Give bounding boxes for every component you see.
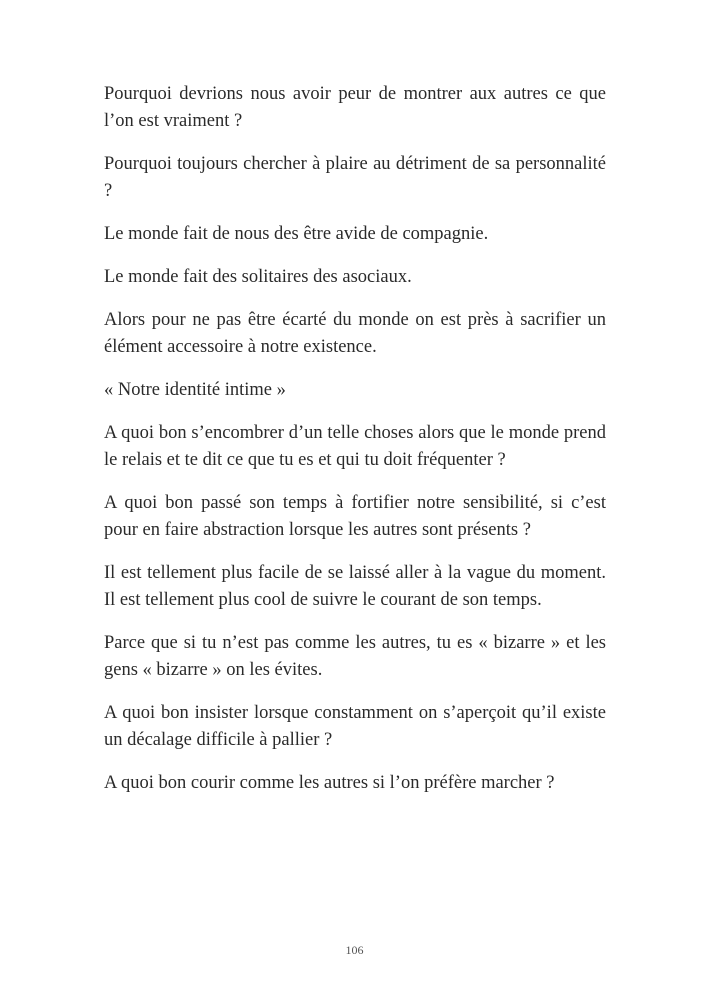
page-number: 106 xyxy=(345,943,364,957)
paragraph: A quoi bon courir comme les autres si l’on préfère marcher ? xyxy=(104,773,555,793)
paragraph: A quoi bon s’encombrer d’un telle choses alors que le monde prend le relais et te dit ce que tu es et qui tu doit fréquenter ? xyxy=(104,423,606,470)
paragraph: Parce que si tu n’est pas comme les autres, tu es « bizarre » et les gens « bizarre » on les évites. xyxy=(104,633,606,680)
paragraph: « Notre identité intime » xyxy=(104,380,286,400)
paragraph: Pourquoi devrions nous avoir peur de montrer aux autres ce que l’on est vraiment ? xyxy=(104,84,606,131)
paragraph: A quoi bon passé son temps à fortifier notre sensibilité, si c’est pour en faire abstraction lorsque les autres sont présents ? xyxy=(104,493,606,540)
body-text xyxy=(104,81,606,813)
paragraph: Il est tellement plus facile de se laissé aller à la vague du moment. Il est tellement plus cool de suivre le courant de son temps. xyxy=(104,563,606,610)
paragraph: Le monde fait de nous des être avide de compagnie. xyxy=(104,224,489,244)
paragraph: Pourquoi toujours chercher à plaire au détriment de sa personnalité ? xyxy=(104,154,606,201)
paragraph: A quoi bon insister lorsque constamment on s’aperçoit qu’il existe un décalage difficile à pallier ? xyxy=(104,703,606,750)
paragraph: Le monde fait des solitaires des asociaux. xyxy=(104,267,412,287)
paragraph: Alors pour ne pas être écarté du monde on est près à sacrifier un élément accessoire à notre existence. xyxy=(104,310,606,357)
